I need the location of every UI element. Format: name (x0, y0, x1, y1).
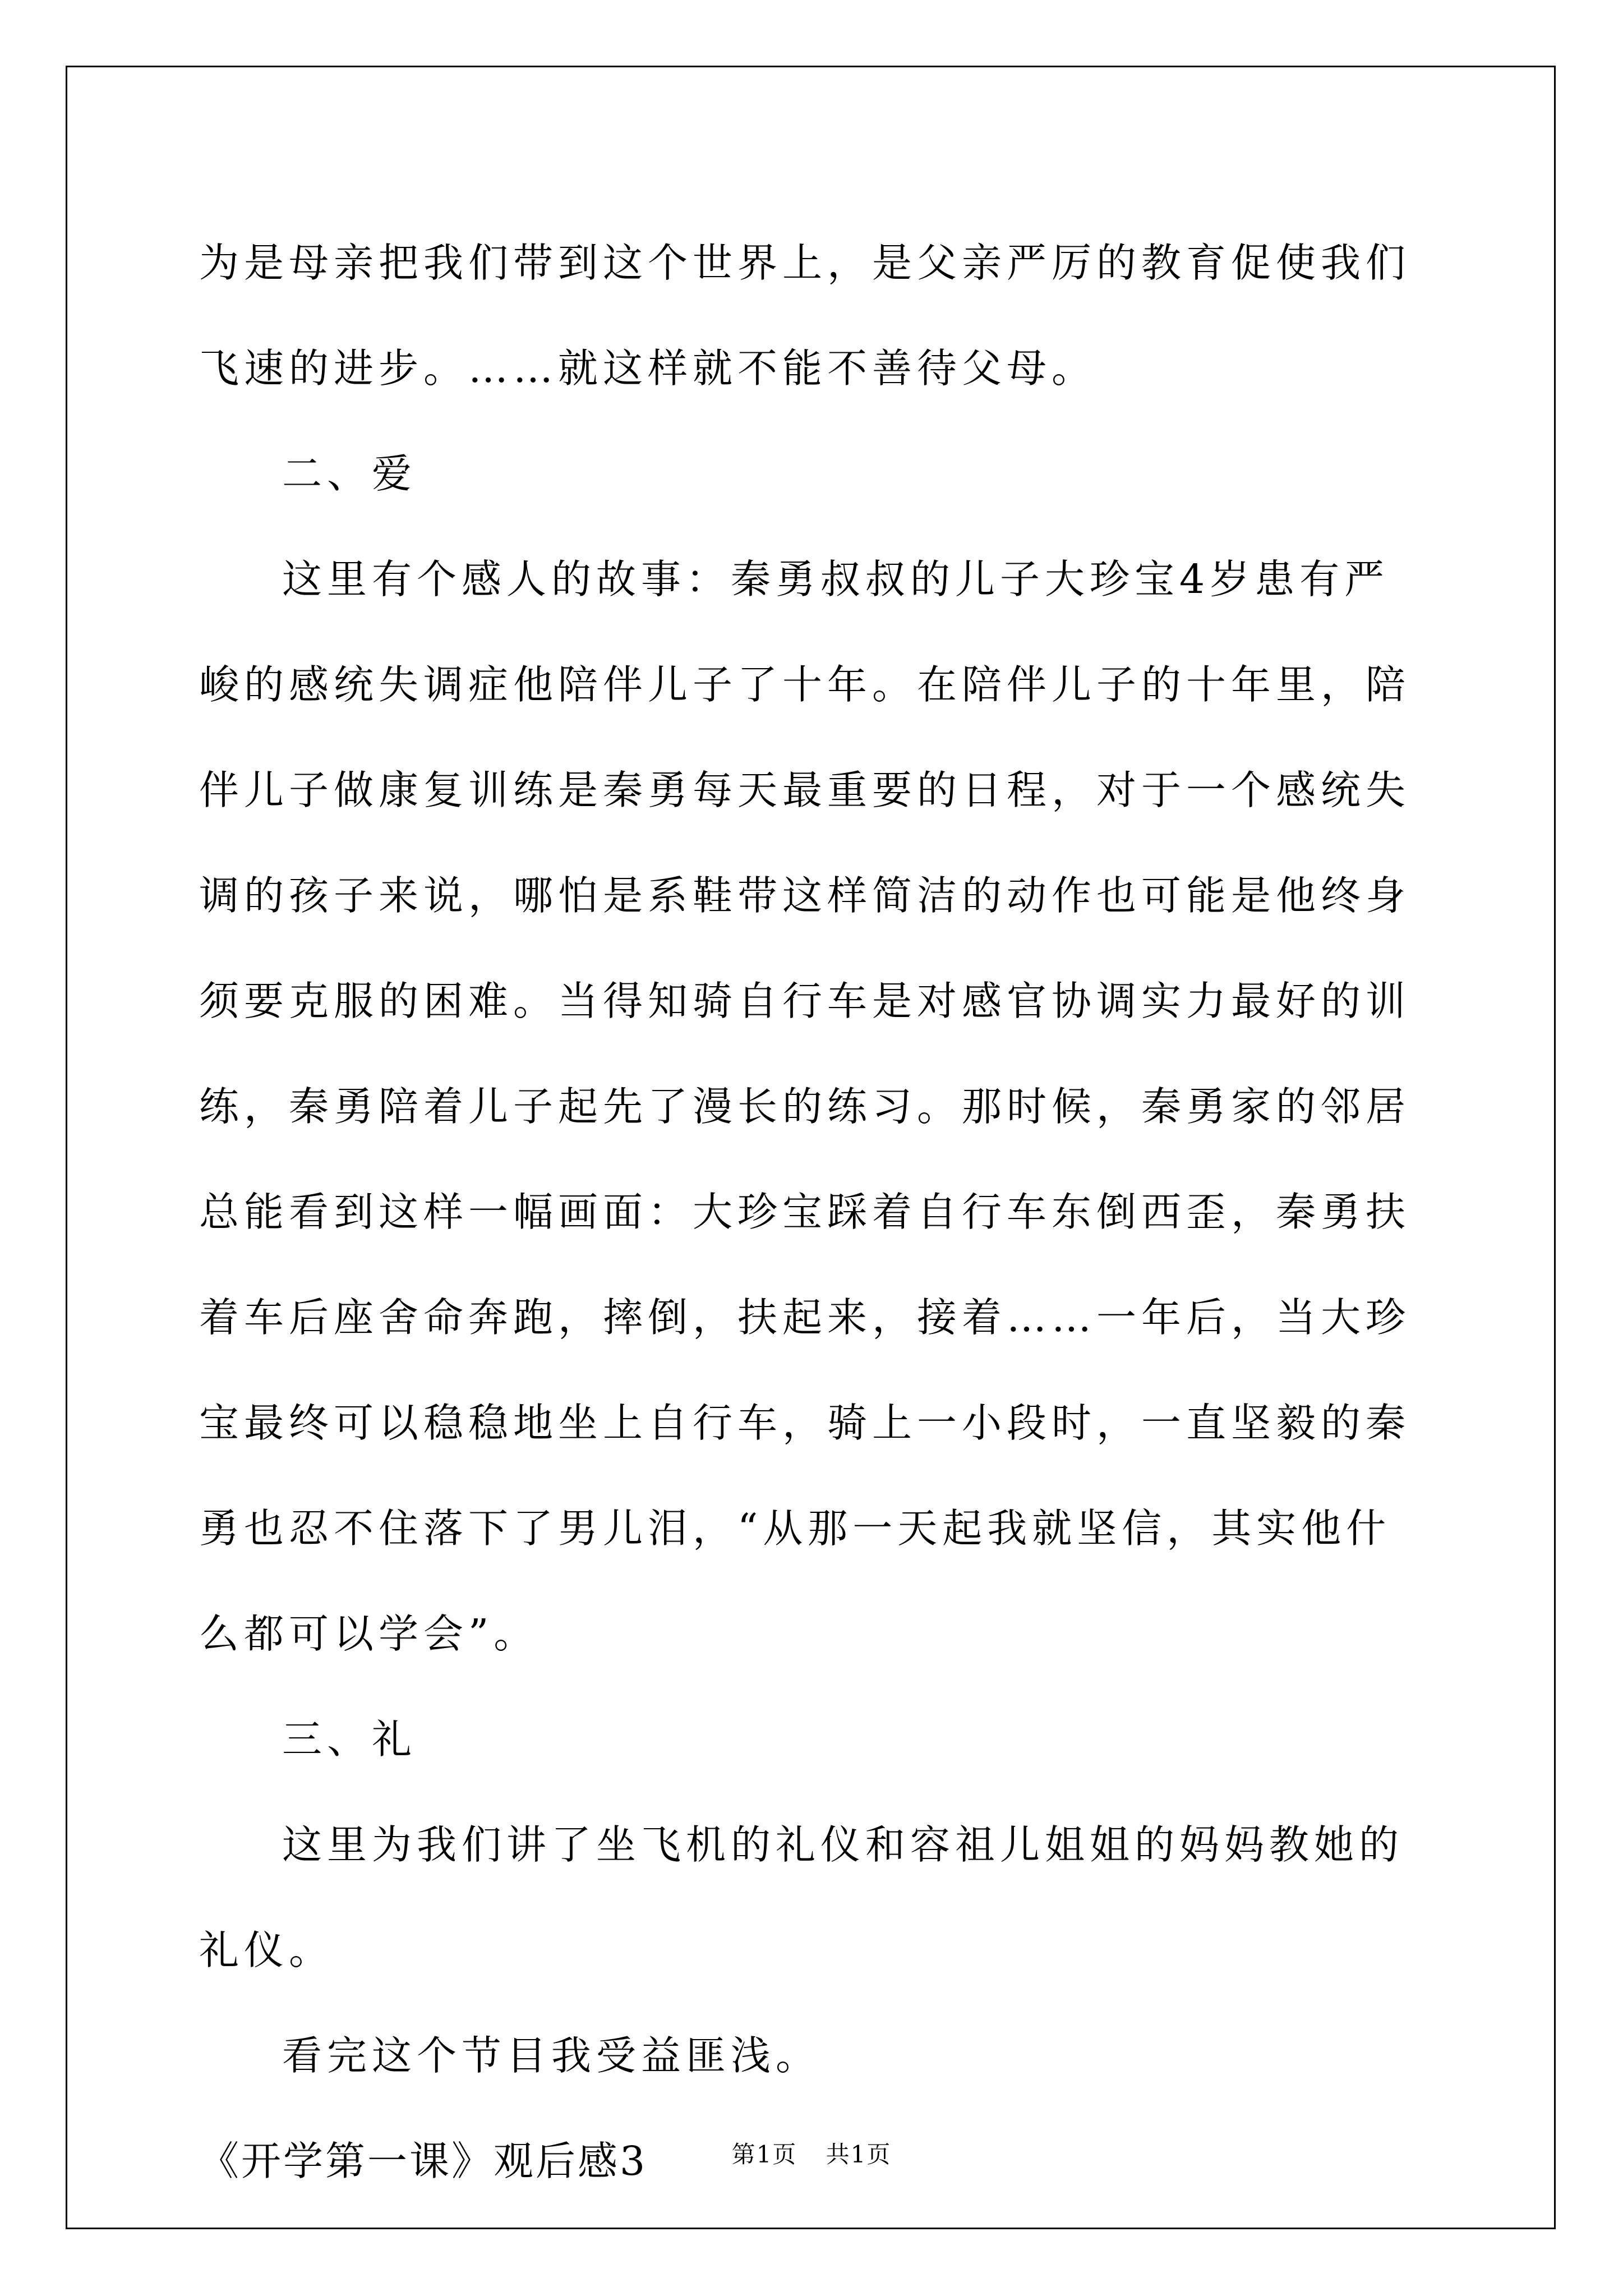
paragraph-1: 为是母亲把我们带到这个世界上，是父亲严厉的教育促使我们飞速的进步。……就这样就不能不善待父母。 (199, 240, 1411, 392)
page-number-current: 第1页 (731, 2141, 797, 2168)
paragraph-story: 这里有个感人的故事：秦勇叔叔的儿子大珍宝4岁患有严峻的感统失调症他陪伴儿子了十年。在陪伴儿子的十年里，陪伴儿子做康复训练是秦勇每天最重要的日程，对于一个感统失调的孩子来说，哪怕是系鞋带这样简洁的动作也可能是他终身须要克服的困难。当得知骑自行车是对感官协调实力最好的训练，秦勇陪着儿子起先了漫长的练习。那时候，秦勇家的邻居总能看到这样一幅画面：大珍宝踩着自行车东倒西歪，秦勇扶着车后座舍命奔跑，摔倒，扶起来，接着……一年后，当大珍宝最终可以稳稳地坐上自行车，骑上一小段时，一直坚毅的秦勇也忍不住落下了男儿泪，“从那一天起我就坚信，其实他什么都可以学会”。 (199, 556, 1411, 1657)
page-number-total: 共1页 (826, 2141, 892, 2168)
document-body (199, 210, 1427, 2214)
page-footer (0, 2136, 1623, 2170)
heading-etiquette: 三、礼 (282, 1716, 417, 1763)
paragraph-etiquette: 这里为我们讲了坐飞机的礼仪和容祖儿姐姐的妈妈教她的礼仪。 (199, 1821, 1404, 1973)
paragraph-conclusion: 看完这个节目我受益匪浅。 (282, 2032, 821, 2079)
heading-love: 二、爱 (282, 450, 417, 497)
section-title: 《开学第一课》观后感3 (199, 2138, 648, 2184)
